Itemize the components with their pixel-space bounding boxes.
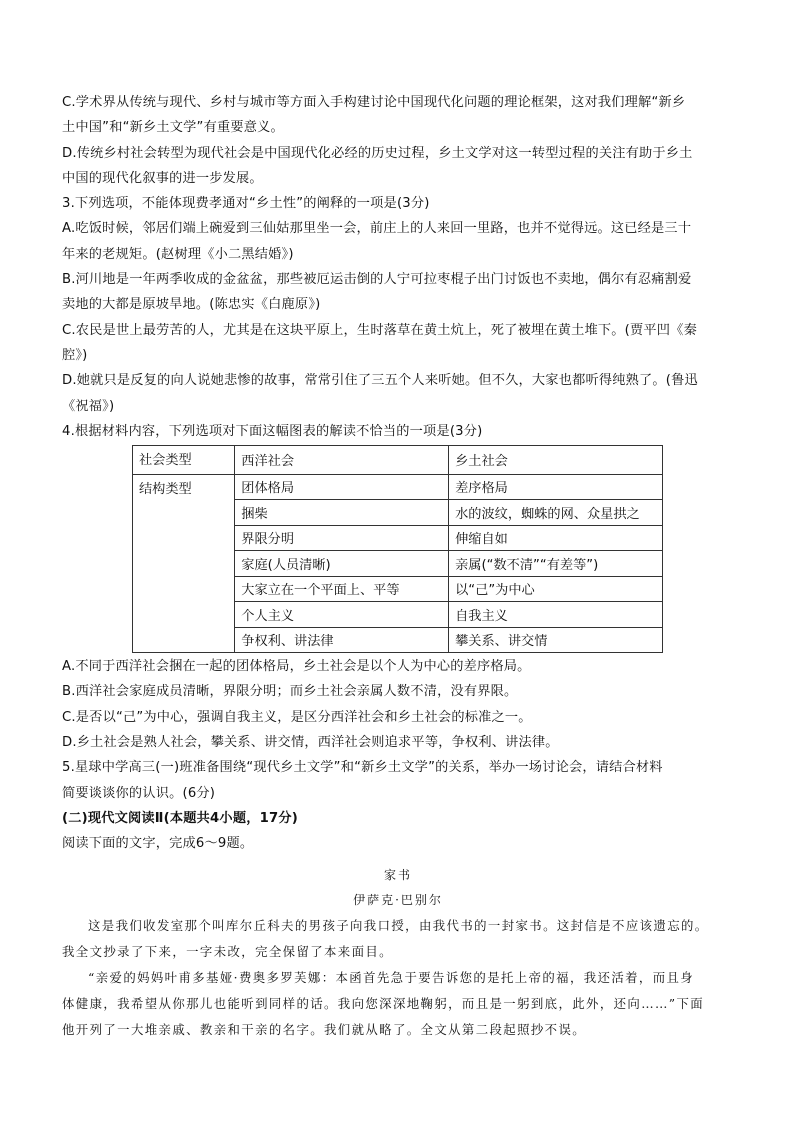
q3-option-d-line1: D.她就只是反复的向人说她悲惨的故事，常常引住了三五个人来听她。但不久，大家也都听得纯熟了。(鲁迅: [62, 373, 698, 389]
table-cell: 大家立在一个平面上、平等: [235, 576, 449, 602]
story-author: 伊萨克·巴别尔: [353, 892, 443, 907]
table-cell: 界限分明: [235, 525, 449, 551]
story-paragraph-line: “亲爱的妈妈叶甫多基娅·费奥多罗芙娜：本函首先急于要告诉您的是托上帝的福，我还活着，而且身: [88, 969, 695, 985]
option-c-line2: 土中国”和“新乡土文学”有重要意义。: [62, 120, 284, 136]
table-cell: 伸缩自如: [449, 525, 663, 551]
table-cell: 差序格局: [449, 474, 663, 500]
q3-option-d-line2: 《祝福》): [62, 398, 115, 414]
table-cell: 家庭(人员清晰): [235, 551, 449, 577]
q3-option-c-line1: C.农民是世上最劳苦的人，尤其是在这块平原上，生时落草在黄土炕上，死了被埋在黄土堆下。(贾平凹《秦: [62, 322, 697, 338]
table-cell: 捆柴: [235, 500, 449, 526]
q3-option-c-line2: 腔》): [62, 347, 88, 363]
page-content: [62, 90, 734, 1043]
question-3: 3.下列选项，不能体现费孝通对“乡土性”的阐释的一项是(3分): [62, 196, 430, 212]
q3-option-b-line2: 卖地的大都是原坡旱地。(陈忠实《白鹿原》): [62, 297, 321, 313]
table-header-cell: 社会类型: [133, 446, 235, 475]
q3-option-b-line1: B.河川地是一年两季收成的金盆盆，那些被厄运击倒的人宁可拉枣棍子出门讨饭也不卖地，偶尔有忍痛割爱: [62, 272, 692, 288]
question-4: 4.根据材料内容，下列选项对下面这幅图表的解读不恰当的一项是(3分): [62, 423, 483, 439]
table-row-label: 结构类型: [133, 474, 235, 653]
table-header-cell: 乡土社会: [449, 446, 663, 475]
table-cell: 争权利、讲法律: [235, 627, 449, 653]
table-header-cell: 西洋社会: [235, 446, 449, 475]
q4-option-d: D.乡土社会是熟人社会，攀关系、讲交情，西洋社会则追求平等，争权利、讲法律。: [62, 735, 559, 751]
table-cell: 团体格局: [235, 474, 449, 500]
table-row: [133, 474, 663, 500]
table-cell: 自我主义: [449, 602, 663, 628]
option-c-line1: C.学术界从传统与现代、乡村与城市等方面入手构建讨论中国现代化问题的理论框架，这对我们理解“新乡: [62, 95, 686, 110]
option-d-line2: 中国的现代化叙事的进一步发展。: [62, 170, 263, 186]
reading-instruction: 阅读下面的文字，完成6～9题。: [62, 836, 254, 852]
option-d-line1: D.传统乡村社会转型为现代社会是中国现代化必经的历史过程，乡土文学对这一转型过程的关注有助于乡土: [62, 145, 693, 161]
question-5-line1: 5.星球中学高三(一)班准备围绕“现代乡土文学”和“新乡土文学”的关系，举办一场讨论会，请结合材料: [62, 760, 663, 776]
q3-option-a-line1: A.吃饭时候，邻居们端上碗爱到三仙姑那里坐一会，前庄上的人来回一里路，也并不觉得远。这已经是三十: [62, 221, 692, 237]
q4-option-a: A.不同于西洋社会捆在一起的团体格局，乡土社会是以个人为中心的差序格局。: [62, 659, 531, 675]
story-paragraph-line: 我全文抄录了下来，一字未改，完全保留了本来面目。: [62, 943, 393, 959]
section-heading: (二)现代文阅读Ⅱ(本题共4小题，17分): [62, 810, 298, 826]
table-cell: 以“己”为中心: [449, 576, 663, 602]
q3-option-a-line2: 年来的老规矩。(赵树理《小二黑结婚》): [62, 246, 294, 262]
story-paragraph-line: 这是我们收发室那个叫库尔丘科夫的男孩子向我口授，由我代书的一封家书。这封信是不应该遗忘的。: [88, 917, 709, 933]
story-title: 家书: [383, 867, 412, 882]
question-5-line2: 简要谈谈你的认识。(6分): [62, 785, 216, 801]
story-passage: [62, 863, 734, 1043]
q4-option-b: B.西洋社会家庭成员清晰，界限分明；而乡土社会亲属人数不清，没有界限。: [62, 684, 518, 700]
table-cell: 个人主义: [235, 602, 449, 628]
story-paragraph-line: 他开列了一大堆亲戚、教亲和干亲的名字。我们就从略了。全文从第二段起照抄不误。: [62, 1021, 587, 1037]
q4-option-c: C.是否以“己”为中心，强调自我主义，是区分西洋社会和乡土社会的标准之一。: [62, 709, 532, 725]
table-cell: 攀关系、讲交情: [449, 627, 663, 653]
table-cell: 亲属(“数不清”“有差等”): [449, 551, 663, 577]
table-cell: 水的波纹，蜘蛛的网、众星拱之: [449, 500, 663, 526]
story-paragraph-line: 体健康，我希望从你那儿也能听到同样的话。我向您深深地鞠躬，而且是一躬到底，此外，还向……”下面: [62, 995, 705, 1011]
comparison-table: [132, 445, 663, 653]
table-header-row: [133, 446, 663, 475]
